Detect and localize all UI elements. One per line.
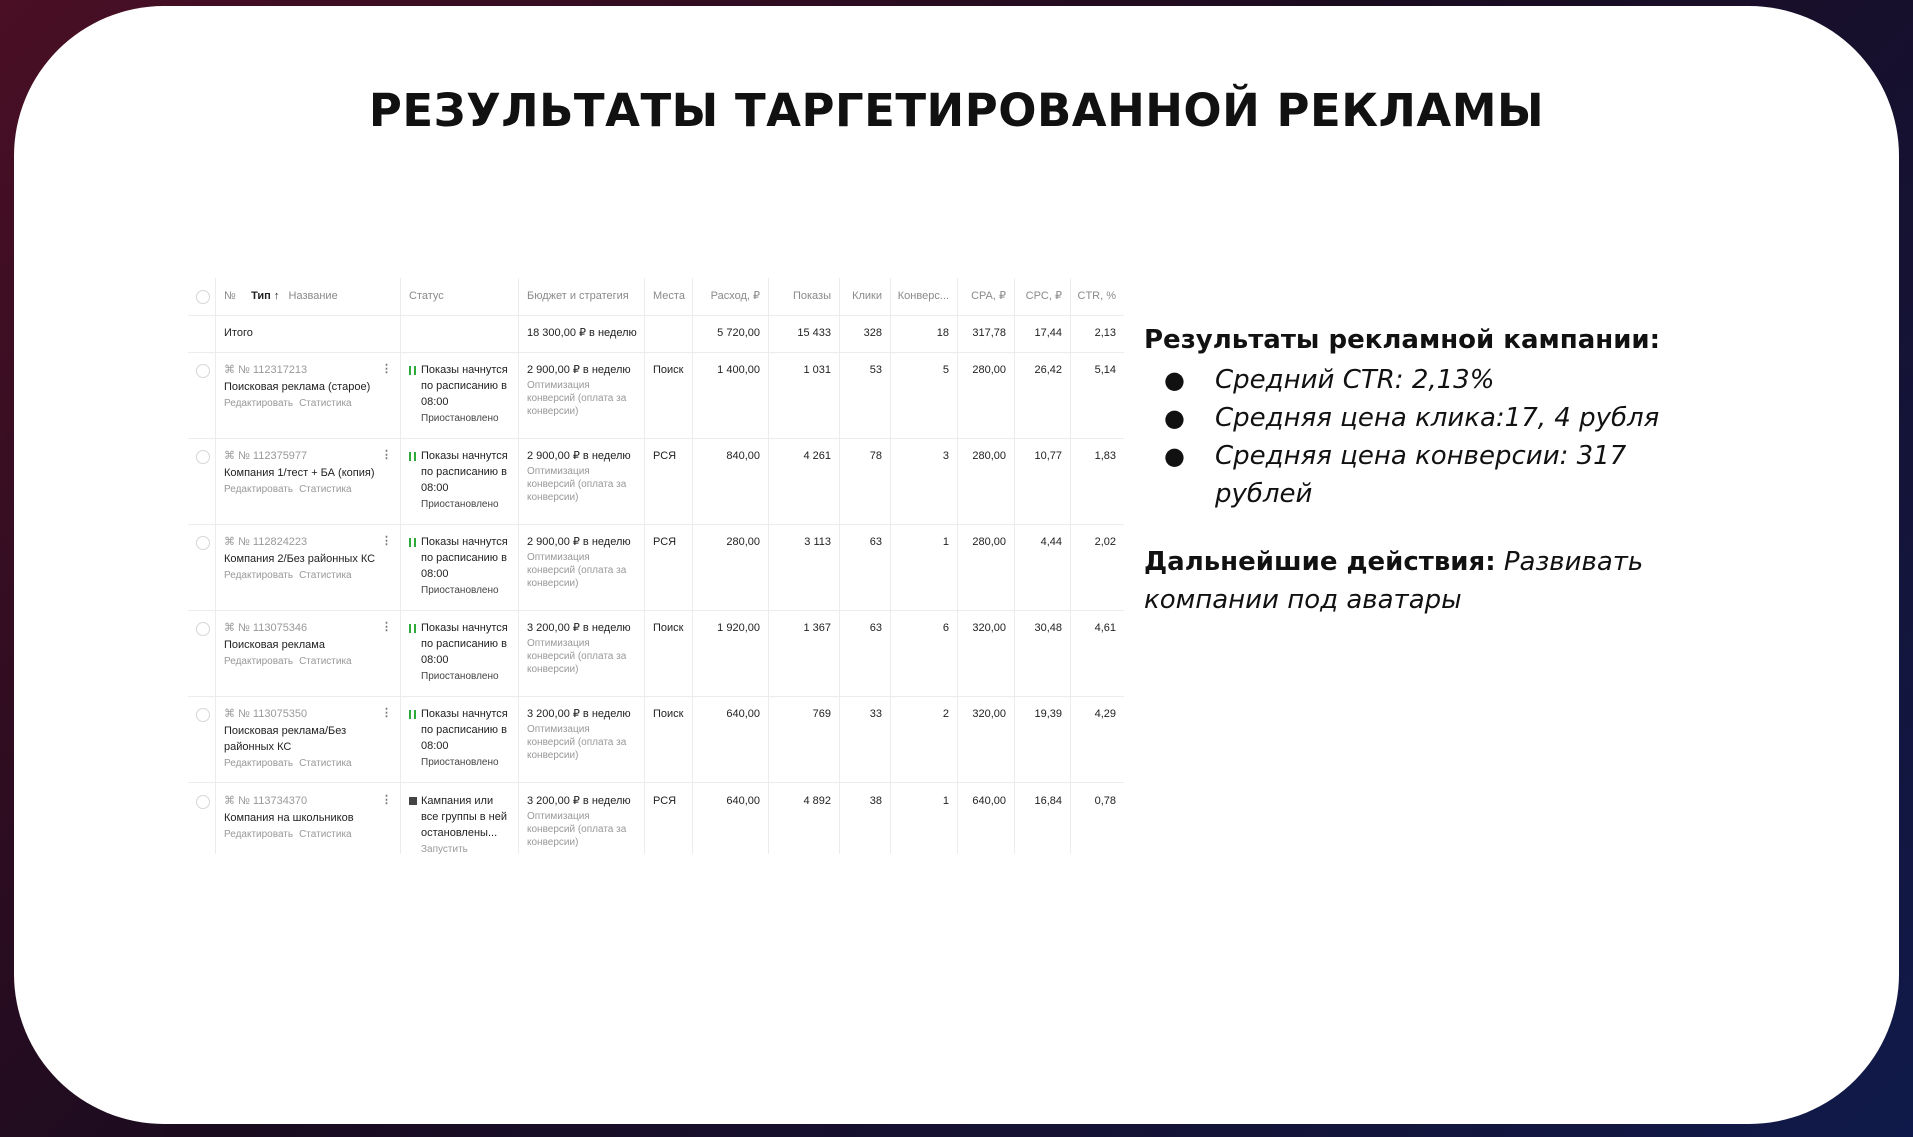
campaign-cpc: 30,48 [1034,622,1062,634]
campaign-status-sub: Приостановлено [421,585,499,596]
campaign-type-icon: ⌘ [224,536,235,548]
campaign-spend: 640,00 [726,708,760,720]
next-steps [1144,543,1704,619]
col-ctr[interactable]: CTR, % [1077,290,1116,302]
campaign-type-icon: ⌘ [224,450,235,462]
campaign-id: № 112317213 [238,364,308,376]
campaign-cpa: 280,00 [972,450,1006,462]
pause-icon [409,710,416,719]
col-clicks[interactable]: Клики [852,290,882,302]
col-status[interactable]: Статус [409,290,444,302]
campaign-clicks: 63 [869,622,882,634]
campaign-conversions: 2 [942,708,949,720]
more-menu-icon[interactable]: ⋮ [381,794,392,806]
table-row[interactable] [188,610,1124,697]
campaign-status: Показы начнутся по расписанию в 08:00 [421,364,508,408]
more-menu-icon[interactable]: ⋮ [381,621,392,633]
stats-link[interactable]: Статистика [299,758,352,769]
campaign-status: Показы начнутся по расписанию в 08:00 [421,622,508,666]
campaign-conversions: 5 [942,364,949,376]
campaign-status-sub: Приостановлено [421,757,499,768]
campaign-shows: 1 367 [803,622,831,634]
campaign-spend: 1 400,00 [717,364,760,376]
bullet-icon: ● [1164,366,1185,394]
campaigns-table [188,278,1124,854]
more-menu-icon[interactable]: ⋮ [381,449,392,461]
campaign-budget[interactable]: 3 200,00 ₽ в неделю [527,708,631,720]
campaign-spend: 280,00 [726,536,760,548]
campaign-cpa: 280,00 [972,364,1006,376]
campaign-budget[interactable]: 3 200,00 ₽ в неделю [527,622,631,634]
campaign-clicks: 53 [869,364,882,376]
campaign-clicks: 33 [869,708,882,720]
table-header-row [188,278,1124,316]
row-checkbox[interactable] [196,708,210,722]
campaign-cpc: 19,39 [1034,708,1062,720]
pause-icon [409,538,416,547]
total-cpa: 317,78 [972,327,1006,339]
stats-link[interactable]: Статистика [299,484,352,495]
col-cpa[interactable]: CPA, ₽ [971,290,1006,302]
campaign-strategy: Оптимизация конверсий (оплата за конверсии) [527,466,627,503]
total-conversions: 18 [936,327,949,339]
pause-icon [409,452,416,461]
edit-link[interactable]: Редактировать [224,398,294,409]
campaign-status-sub: Приостановлено [421,413,499,424]
campaign-budget[interactable]: 2 900,00 ₽ в неделю [527,536,631,548]
col-conversions[interactable]: Конверс... [897,290,949,302]
campaign-name[interactable]: Поисковая реклама (старое) [224,381,371,393]
campaign-clicks: 78 [869,450,882,462]
results-heading: Результаты рекламной кампании: [1144,325,1661,355]
edit-link[interactable]: Редактировать [224,829,294,840]
table-row[interactable] [188,438,1124,525]
edit-link[interactable]: Редактировать [224,484,294,495]
pause-icon [409,624,416,633]
row-checkbox[interactable] [196,450,210,464]
campaign-type-icon: ⌘ [224,622,235,634]
campaign-status-sub: Приостановлено [421,499,499,510]
col-places[interactable]: Места [653,290,685,302]
campaign-id: № 113734370 [238,795,308,807]
campaign-status: Показы начнутся по расписанию в 08:00 [421,450,508,494]
campaign-budget[interactable]: 2 900,00 ₽ в неделю [527,450,631,462]
results-bullet: ● Средний CTR: 2,13% [1144,361,1704,399]
campaign-ctr: 0,78 [1094,795,1116,807]
campaign-strategy: Оптимизация конверсий (оплата за конверсии) [527,380,627,417]
col-cpc[interactable]: CPC, ₽ [1025,290,1062,302]
total-cpc: 17,44 [1034,327,1062,339]
campaign-cpc: 26,42 [1034,364,1062,376]
more-menu-icon[interactable]: ⋮ [381,707,392,719]
row-checkbox[interactable] [196,795,210,809]
campaign-status-sub: Приостановлено [421,671,499,682]
campaign-ctr: 4,29 [1094,708,1116,720]
stats-link[interactable]: Статистика [299,398,352,409]
total-label: Итого [224,327,253,339]
total-budget: 18 300,00 ₽ в неделю [527,327,637,339]
campaign-strategy: Оптимизация конверсий (оплата за конверсии) [527,552,627,589]
campaign-name[interactable]: Компания 1/тест + БА (копия) [224,467,375,479]
campaign-budget[interactable]: 3 200,00 ₽ в неделю [527,795,631,807]
campaign-status-sub[interactable]: Запустить [421,844,468,854]
campaign-status: Показы начнутся по расписанию в 08:00 [421,708,508,752]
more-menu-icon[interactable]: ⋮ [381,363,392,375]
slide-title: РЕЗУЛЬТАТЫ ТАРГЕТИРОВАННОЙ РЕКЛАМЫ [368,84,1545,137]
campaign-cpc: 4,44 [1040,536,1062,548]
results-bullet: ● Средняя цена конверсии: 317 рублей [1144,437,1704,513]
campaign-spend: 1 920,00 [717,622,760,634]
campaign-id: № 112824223 [238,536,308,548]
row-checkbox[interactable] [196,622,210,636]
next-steps-text: Развивать компании под аватары [1144,547,1644,615]
campaign-spend: 640,00 [726,795,760,807]
campaign-type-icon: ⌘ [224,795,235,807]
campaign-type-icon: ⌘ [224,364,235,376]
campaign-id: № 113075346 [238,622,308,634]
total-shows: 15 433 [797,327,831,339]
campaign-type-icon: ⌘ [224,708,235,720]
campaign-shows: 4 892 [803,795,831,807]
edit-link[interactable]: Редактировать [224,758,294,769]
row-checkbox[interactable] [196,536,210,550]
campaign-spend: 840,00 [726,450,760,462]
col-budget[interactable]: Бюджет и стратегия [527,290,629,302]
col-type[interactable]: Тип ↑ [251,290,280,302]
campaign-shows: 3 113 [804,536,831,548]
campaign-name[interactable]: Компания на школьников [224,812,354,824]
campaign-shows: 769 [812,708,831,720]
campaign-cpa: 280,00 [972,536,1006,548]
campaign-ctr: 2,02 [1094,536,1116,548]
col-spend[interactable]: Расход, ₽ [710,290,760,302]
more-menu-icon[interactable]: ⋮ [381,535,392,547]
campaign-conversions: 1 [942,795,949,807]
edit-link[interactable]: Редактировать [224,570,294,581]
stats-link[interactable]: Статистика [299,570,352,581]
table-row[interactable] [188,783,1124,854]
campaign-conversions: 3 [942,450,949,462]
col-no[interactable]: № [224,290,236,302]
campaign-ctr: 5,14 [1094,364,1116,376]
results-bullet: ● Средняя цена клика:17, 4 рубля [1144,399,1704,437]
campaign-clicks: 38 [869,795,882,807]
campaign-shows: 4 261 [803,450,831,462]
next-steps-label: Дальнейшие действия: [1144,547,1496,577]
bullet-icon: ● [1164,404,1185,432]
table-row[interactable] [188,352,1124,439]
campaign-conversions: 6 [942,622,949,634]
campaign-status: Кампания или все группы в ней остановлены... [421,795,508,839]
campaign-name[interactable]: Компания 2/Без районных КС [224,553,376,565]
campaign-shows: 1 031 [803,364,831,376]
col-name[interactable]: Название [288,290,338,302]
campaign-name[interactable]: Поисковая реклама/Без районных КС [224,725,347,753]
campaign-strategy: Оптимизация конверсий (оплата за конверсии) [527,638,627,675]
campaign-cpc: 10,77 [1034,450,1062,462]
stop-icon [409,797,417,805]
campaign-cpa: 640,00 [972,795,1006,807]
campaign-conversions: 1 [942,536,949,548]
total-clicks: 328 [863,327,882,339]
campaign-places: РСЯ [653,450,677,462]
campaign-places: Поиск [653,622,684,634]
total-spend: 5 720,00 [717,327,760,339]
total-ctr: 2,13 [1094,327,1116,339]
pause-icon [409,366,416,375]
results-panel [1144,325,1704,619]
campaign-cpa: 320,00 [972,622,1006,634]
campaign-cpa: 320,00 [972,708,1006,720]
stats-link[interactable]: Статистика [299,656,352,667]
campaign-places: Поиск [653,364,684,376]
col-shows[interactable]: Показы [792,290,831,302]
campaign-status: Показы начнутся по расписанию в 08:00 [421,536,508,580]
campaign-name[interactable]: Поисковая реклама [224,639,325,651]
stats-link[interactable]: Статистика [299,829,352,840]
table-total-row [188,315,1124,353]
campaign-strategy: Оптимизация конверсий (оплата за конверсии) [527,724,627,761]
campaign-id: № 113075350 [238,708,308,720]
campaign-places: Поиск [653,708,684,720]
results-list [1144,361,1704,513]
campaign-id: № 112375977 [238,450,308,462]
row-checkbox[interactable] [196,364,210,378]
select-all-checkbox[interactable] [196,290,210,304]
campaign-places: РСЯ [653,536,677,548]
campaign-ctr: 4,61 [1094,622,1116,634]
bullet-icon: ● [1164,442,1185,470]
table-row[interactable] [188,696,1124,783]
campaign-cpc: 16,84 [1034,795,1062,807]
campaign-ctr: 1,83 [1094,450,1116,462]
edit-link[interactable]: Редактировать [224,656,294,667]
campaign-strategy: Оптимизация конверсий (оплата за конверсии) [527,811,627,848]
campaign-places: РСЯ [653,795,677,807]
campaign-clicks: 63 [869,536,882,548]
table-row[interactable] [188,524,1124,611]
campaign-budget[interactable]: 2 900,00 ₽ в неделю [527,364,631,376]
